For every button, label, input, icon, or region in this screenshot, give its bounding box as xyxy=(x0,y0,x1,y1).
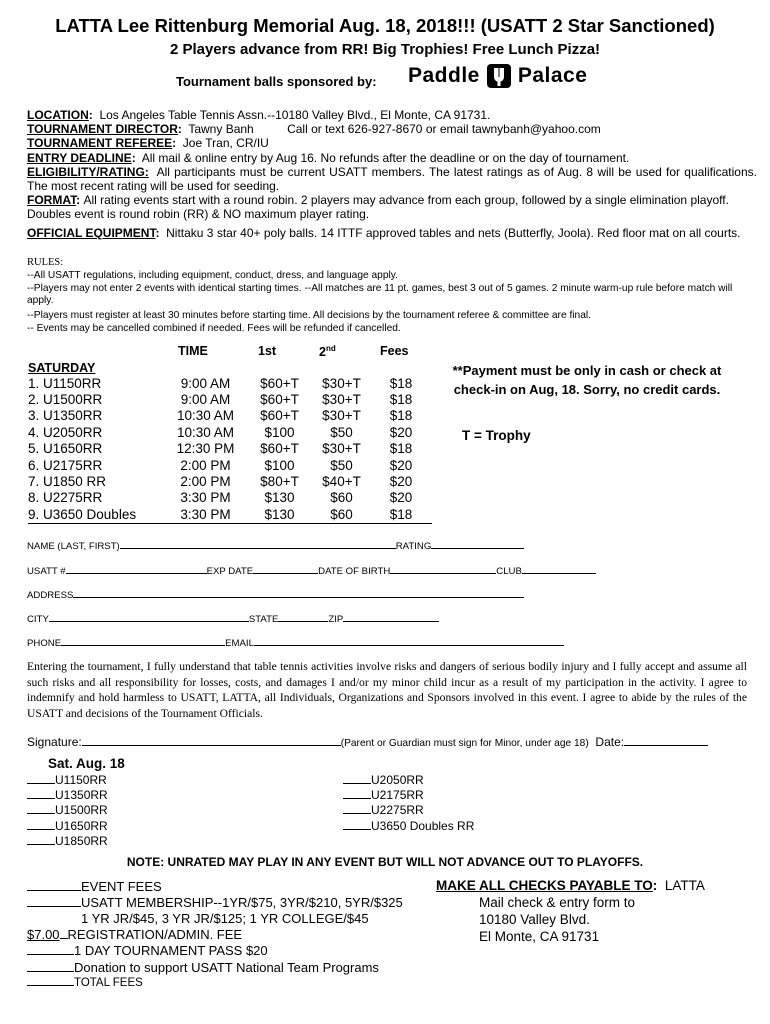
event-name: 2. U1500RR xyxy=(28,392,103,408)
day-heading: SATURDAY xyxy=(28,361,96,375)
name-field[interactable] xyxy=(120,547,346,549)
rule-item: --All USATT regulations, including equipment, conduct, dress, and language apply. xyxy=(27,270,398,281)
membership-label: USATT MEMBERSHIP--1YR/$75, 3YR/$210, 5YR/$325 xyxy=(81,895,403,910)
event-first-prize: $60+T xyxy=(260,441,299,457)
rating-field[interactable] xyxy=(431,547,524,549)
zip-field[interactable] xyxy=(343,620,439,622)
rules-heading: RULES: xyxy=(27,257,64,268)
payment-note: **Payment must be only in cash or check at check-in on Aug, 18. Sorry, no credit cards. xyxy=(452,363,722,397)
signature-row xyxy=(27,735,708,749)
state-field[interactable] xyxy=(278,620,328,622)
event-checkbox-blank[interactable] xyxy=(27,797,55,799)
day-pass-field[interactable] xyxy=(27,953,74,955)
logo-word-paddle: Paddle xyxy=(408,64,480,87)
checklist-left xyxy=(27,773,108,849)
referee-line: TOURNAMENT REFEREE: Joe Tran, CR/IU xyxy=(27,136,269,150)
event-checkbox-row xyxy=(343,788,474,803)
event-second-prize: $30+T xyxy=(322,375,361,391)
dob-field[interactable] xyxy=(390,572,496,574)
donation-field[interactable] xyxy=(27,970,74,972)
day-pass-label: 1 DAY TOURNAMENT PASS $20 xyxy=(74,943,268,958)
guardian-note: (Parent or Guardian must sign for Minor, under age 18) xyxy=(340,738,589,749)
event-fee: $18 xyxy=(389,441,413,457)
location-line: LOCATION: Los Angeles Table Tennis Assn.--10180 Valley Blvd., El Monte, CA 91731. xyxy=(27,108,491,122)
name-field-extra[interactable] xyxy=(346,547,396,549)
event-row xyxy=(28,473,432,489)
email-field[interactable] xyxy=(254,644,564,646)
eligibility-block xyxy=(27,165,757,193)
eligibility-value: All participants must be current USATT members. The latest ratings as of Aug. 8 will be used for qualifications. The most recent rating will be used for seeding. xyxy=(27,165,757,193)
event-checkbox-row xyxy=(343,819,474,834)
membership-jr: 1 YR JR/$45, 3 YR JR/$125; 1 YR COLLEGE/$45 xyxy=(81,911,369,926)
event-checkbox-label: U1350RR xyxy=(55,788,108,803)
event-checkbox-row xyxy=(27,834,108,849)
page-title: LATTA Lee Rittenburg Memorial Aug. 18, 2018!!! (USATT 2 Star Sanctioned) xyxy=(55,15,715,36)
event-time: 3:30 PM xyxy=(165,506,246,523)
donation-label: Donation to support USATT National Team Programs xyxy=(74,960,379,975)
event-fee: $20 xyxy=(389,490,413,506)
event-row xyxy=(28,441,432,457)
mail-city: El Monte, CA 91731 xyxy=(479,929,600,944)
event-fee: $20 xyxy=(389,474,413,490)
usatt-label: USATT # xyxy=(27,566,66,577)
deadline-line: ENTRY DEADLINE: All mail & online entry by Aug 16. No refunds after the deadline or on the day of tournament. xyxy=(27,151,630,165)
sponsor-label: Tournament balls sponsored by: xyxy=(176,74,377,89)
total-fees-label: TOTAL FEES xyxy=(74,977,143,989)
event-name: 3. U1350RR xyxy=(28,408,103,424)
usatt-field[interactable] xyxy=(66,572,207,574)
signature-field[interactable] xyxy=(82,744,341,746)
event-first-prize: $100 xyxy=(264,424,295,440)
phone-row xyxy=(27,638,564,649)
address-label: ADDRESS xyxy=(27,590,74,601)
payable-block: MAKE ALL CHECKS PAYABLE TO: LATTA Mail check & entry form to 10180 Valley Blvd. El Monte, CA 91731 xyxy=(436,878,705,944)
fee-row xyxy=(27,959,379,976)
unrated-note: NOTE: UNRATED MAY PLAY IN ANY EVENT BUT WILL NOT ADVANCE OUT TO PLAYOFFS. xyxy=(126,855,644,869)
deadline-value: All mail & online entry by Aug 16. No refunds after the deadline or on the day of tournament. xyxy=(141,151,630,165)
exp-label: EXP DATE xyxy=(206,566,254,577)
director-label: TOURNAMENT DIRECTOR xyxy=(27,122,178,136)
fee-row xyxy=(27,942,268,959)
referee-value: Joe Tran, CR/IU xyxy=(182,136,269,150)
registration-amount: $7.00 xyxy=(27,927,60,942)
event-checkbox-row xyxy=(343,773,474,788)
date-field[interactable] xyxy=(624,744,708,746)
city-row xyxy=(27,614,439,625)
event-time: 9:00 AM xyxy=(180,375,231,391)
event-name: 1. U1150RR xyxy=(28,375,102,391)
location-label: LOCATION xyxy=(27,108,89,122)
mail-instructions: Mail check & entry form to xyxy=(479,895,636,910)
event-checkbox-blank[interactable] xyxy=(27,828,55,830)
event-row xyxy=(28,375,432,391)
membership-field[interactable] xyxy=(27,905,81,907)
logo-word-palace: Palace xyxy=(517,64,588,87)
event-checkbox-blank[interactable] xyxy=(27,782,55,784)
event-first-prize: $130 xyxy=(264,490,295,506)
event-second-prize: $30+T xyxy=(322,408,361,424)
event-fees-field[interactable] xyxy=(27,889,81,891)
event-checkbox-blank[interactable] xyxy=(343,782,371,784)
event-second-prize: $50 xyxy=(330,424,353,440)
event-second-prize: $30+T xyxy=(322,441,361,457)
event-row xyxy=(28,408,432,424)
event-fee: $18 xyxy=(389,408,413,424)
fee-row xyxy=(27,894,403,911)
address-row xyxy=(27,590,524,601)
event-time: 10:30 AM xyxy=(176,408,235,424)
mail-street: 10180 Valley Blvd. xyxy=(479,912,590,927)
deadline-label: ENTRY DEADLINE xyxy=(27,151,132,165)
page-subtitle: 2 Players advance from RR! Big Trophies! Free Lunch Pizza! xyxy=(169,41,601,58)
rating-label: RATING xyxy=(395,541,432,552)
club-label: CLUB xyxy=(496,566,522,577)
event-first-prize: $60+T xyxy=(260,392,299,408)
event-checkbox-row xyxy=(27,773,108,788)
event-time: 9:00 AM xyxy=(180,392,231,408)
event-checkbox-blank[interactable] xyxy=(27,843,55,845)
payable-label: MAKE ALL CHECKS PAYABLE TO xyxy=(436,878,653,893)
location-value: Los Angeles Table Tennis Assn.--10180 Valley Blvd., El Monte, CA 91731. xyxy=(99,108,491,122)
event-checkbox-label: U1150RR xyxy=(55,773,107,787)
event-fee: $18 xyxy=(389,375,413,391)
payee: LATTA xyxy=(664,878,705,893)
director-value: Tawny Banh xyxy=(188,122,254,136)
event-fee: $18 xyxy=(389,392,413,408)
event-checkbox-label: U2275RR xyxy=(371,803,424,818)
event-fees-label: EVENT FEES xyxy=(81,879,162,894)
rule-item: --Players may not enter 2 events with identical starting times. --All matches are 11 pt. games, best 3 out of 5 games. 2 minute warm-up rule before match will apply. xyxy=(27,283,733,306)
email-label: EMAIL xyxy=(225,638,254,649)
waiver-text: Entering the tournament, I fully understand that table tennis activities involve risks and dangers of serious bodily injury and I fully accept and assume all such risks and all responsibility for losses, costs, and damages I and/or my minor child incur as a result of my participation in the activity. I agree to indemnify and hold harmless to USATT, LATTA, all Individuals, Organizations and Sponsors involved in this event. I agree to abide by the rules of the USATT and decisions of the Tournament Officials. xyxy=(27,660,747,720)
rule-item: --Players must register at least 30 minutes before starting time. All decisions by the tournament referee & committee are final. xyxy=(27,310,591,321)
event-second-prize: $40+T xyxy=(322,474,361,490)
total-fees-field[interactable] xyxy=(27,984,74,986)
col-second: 2nd xyxy=(319,344,336,360)
event-row xyxy=(28,457,432,473)
equipment-label: OFFICIAL EQUIPMENT xyxy=(27,226,156,240)
equipment-value: Nittaku 3 star 40+ poly balls. 14 ITTF approved tables and nets (Butterfly, Joola). Red floor mat on all courts. xyxy=(166,226,741,240)
event-checkbox-label: U1500RR xyxy=(55,803,108,818)
trophy-legend: T = Trophy xyxy=(462,428,531,443)
events-table xyxy=(28,375,432,524)
event-first-prize: $60+T xyxy=(260,375,299,391)
event-first-prize: $130 xyxy=(246,506,313,523)
fee-row xyxy=(27,975,143,992)
event-fee: $18 xyxy=(370,506,432,523)
event-checkbox-label: U1650RR xyxy=(55,818,108,833)
dob-label: DATE OF BIRTH xyxy=(318,566,391,577)
signature-label: Signature: xyxy=(27,735,82,749)
event-checkbox-label: U1850RR xyxy=(55,833,108,848)
format-block: FORMAT: All rating events start with a round robin. 2 players may advance from each group, followed by a single elimination playoff. Doubles event is round robin (RR) & NO maximum player rating. xyxy=(27,193,729,221)
registration-label: REGISTRATION/ADMIN. FEE xyxy=(67,927,243,942)
event-second-prize: $60 xyxy=(313,506,370,523)
name-row xyxy=(27,541,524,552)
event-time: 12:30 PM xyxy=(176,441,235,457)
event-name: 5. U1650RR xyxy=(28,441,103,457)
fee-row xyxy=(27,878,162,895)
event-row xyxy=(28,506,432,523)
city-label: CITY xyxy=(27,614,49,625)
event-checkbox-row xyxy=(27,819,108,834)
event-first-prize: $80+T xyxy=(260,474,299,490)
director-contact: Call or text 626-927-8670 or email tawnybanh@yahoo.com xyxy=(287,122,601,136)
event-first-prize: $60+T xyxy=(260,408,299,424)
event-time: 2:00 PM xyxy=(180,457,231,473)
event-checkbox-blank[interactable] xyxy=(343,812,371,814)
event-second-prize: $50 xyxy=(330,457,353,473)
usatt-row xyxy=(27,566,596,577)
event-checkbox-blank[interactable] xyxy=(343,828,371,830)
exp-field[interactable] xyxy=(253,572,318,574)
event-checkbox-label: U2175RR xyxy=(371,788,424,803)
phone-field[interactable] xyxy=(61,644,225,646)
col-time: TIME xyxy=(178,344,208,358)
event-checkbox-row xyxy=(27,788,108,803)
director-line: TOURNAMENT DIRECTOR: Tawny Banh Call or text 626-927-8670 or email tawnybanh@yahoo.com xyxy=(27,122,601,136)
event-second-prize: $60 xyxy=(330,490,353,506)
event-time: 10:30 AM xyxy=(176,424,235,440)
event-checkbox-label: U3650 Doubles RR xyxy=(371,818,475,833)
event-row xyxy=(28,424,432,440)
col-fees: Fees xyxy=(380,344,409,358)
col-first: 1st xyxy=(258,344,277,358)
event-checkbox-label: U2050RR xyxy=(371,773,424,787)
phone-label: PHONE xyxy=(27,638,62,649)
date-label: Date: xyxy=(595,735,625,749)
zip-label: ZIP xyxy=(328,614,344,625)
event-name: 7. U1850 RR xyxy=(28,474,107,490)
name-label: NAME (LAST, FIRST) xyxy=(27,541,120,552)
address-field[interactable] xyxy=(73,596,524,598)
city-field[interactable] xyxy=(49,620,249,622)
event-time: 3:30 PM xyxy=(180,490,231,506)
event-first-prize: $100 xyxy=(264,457,295,473)
event-checkbox-blank[interactable] xyxy=(343,797,371,799)
paddle-palace-logo xyxy=(408,62,587,90)
eligibility-label: ELIGIBILITY/RATING: xyxy=(27,165,149,179)
event-fee: $20 xyxy=(389,457,413,473)
paddle-icon xyxy=(486,63,512,89)
fee-row xyxy=(27,926,242,943)
format-label: FORMAT xyxy=(27,193,77,207)
checklist-right xyxy=(343,773,474,834)
event-checkbox-row xyxy=(343,803,474,818)
referee-label: TOURNAMENT REFEREE xyxy=(27,136,173,150)
checklist-heading: Sat. Aug. 18 xyxy=(48,756,125,771)
equipment-block: OFFICIAL EQUIPMENT: Nittaku 3 star 40+ poly balls. 14 ITTF approved tables and nets (Butterfly, Joola). Red floor mat on all courts. xyxy=(27,226,741,240)
event-time: 2:00 PM xyxy=(180,474,231,490)
event-row xyxy=(28,490,432,506)
event-name: 6. U2175RR xyxy=(28,457,103,473)
rule-item: -- Events may be cancelled combined if needed. Fees will be refunded if cancelled. xyxy=(27,323,401,334)
event-fee: $20 xyxy=(389,424,413,440)
event-name: 4. U2050RR xyxy=(28,424,103,440)
event-row xyxy=(28,391,432,407)
event-name: 9. U3650 Doubles xyxy=(28,506,165,523)
format-value: All rating events start with a round robin. 2 players may advance from each group, followed by a single elimination playoff. Doubles event is round robin (RR) & NO maximum player rating. xyxy=(27,193,729,221)
event-checkbox-row xyxy=(27,803,108,818)
state-label: STATE xyxy=(248,614,279,625)
event-second-prize: $30+T xyxy=(322,392,361,408)
club-field[interactable] xyxy=(522,572,596,574)
event-checkbox-blank[interactable] xyxy=(27,812,55,814)
event-name: 8. U2275RR xyxy=(28,490,103,506)
